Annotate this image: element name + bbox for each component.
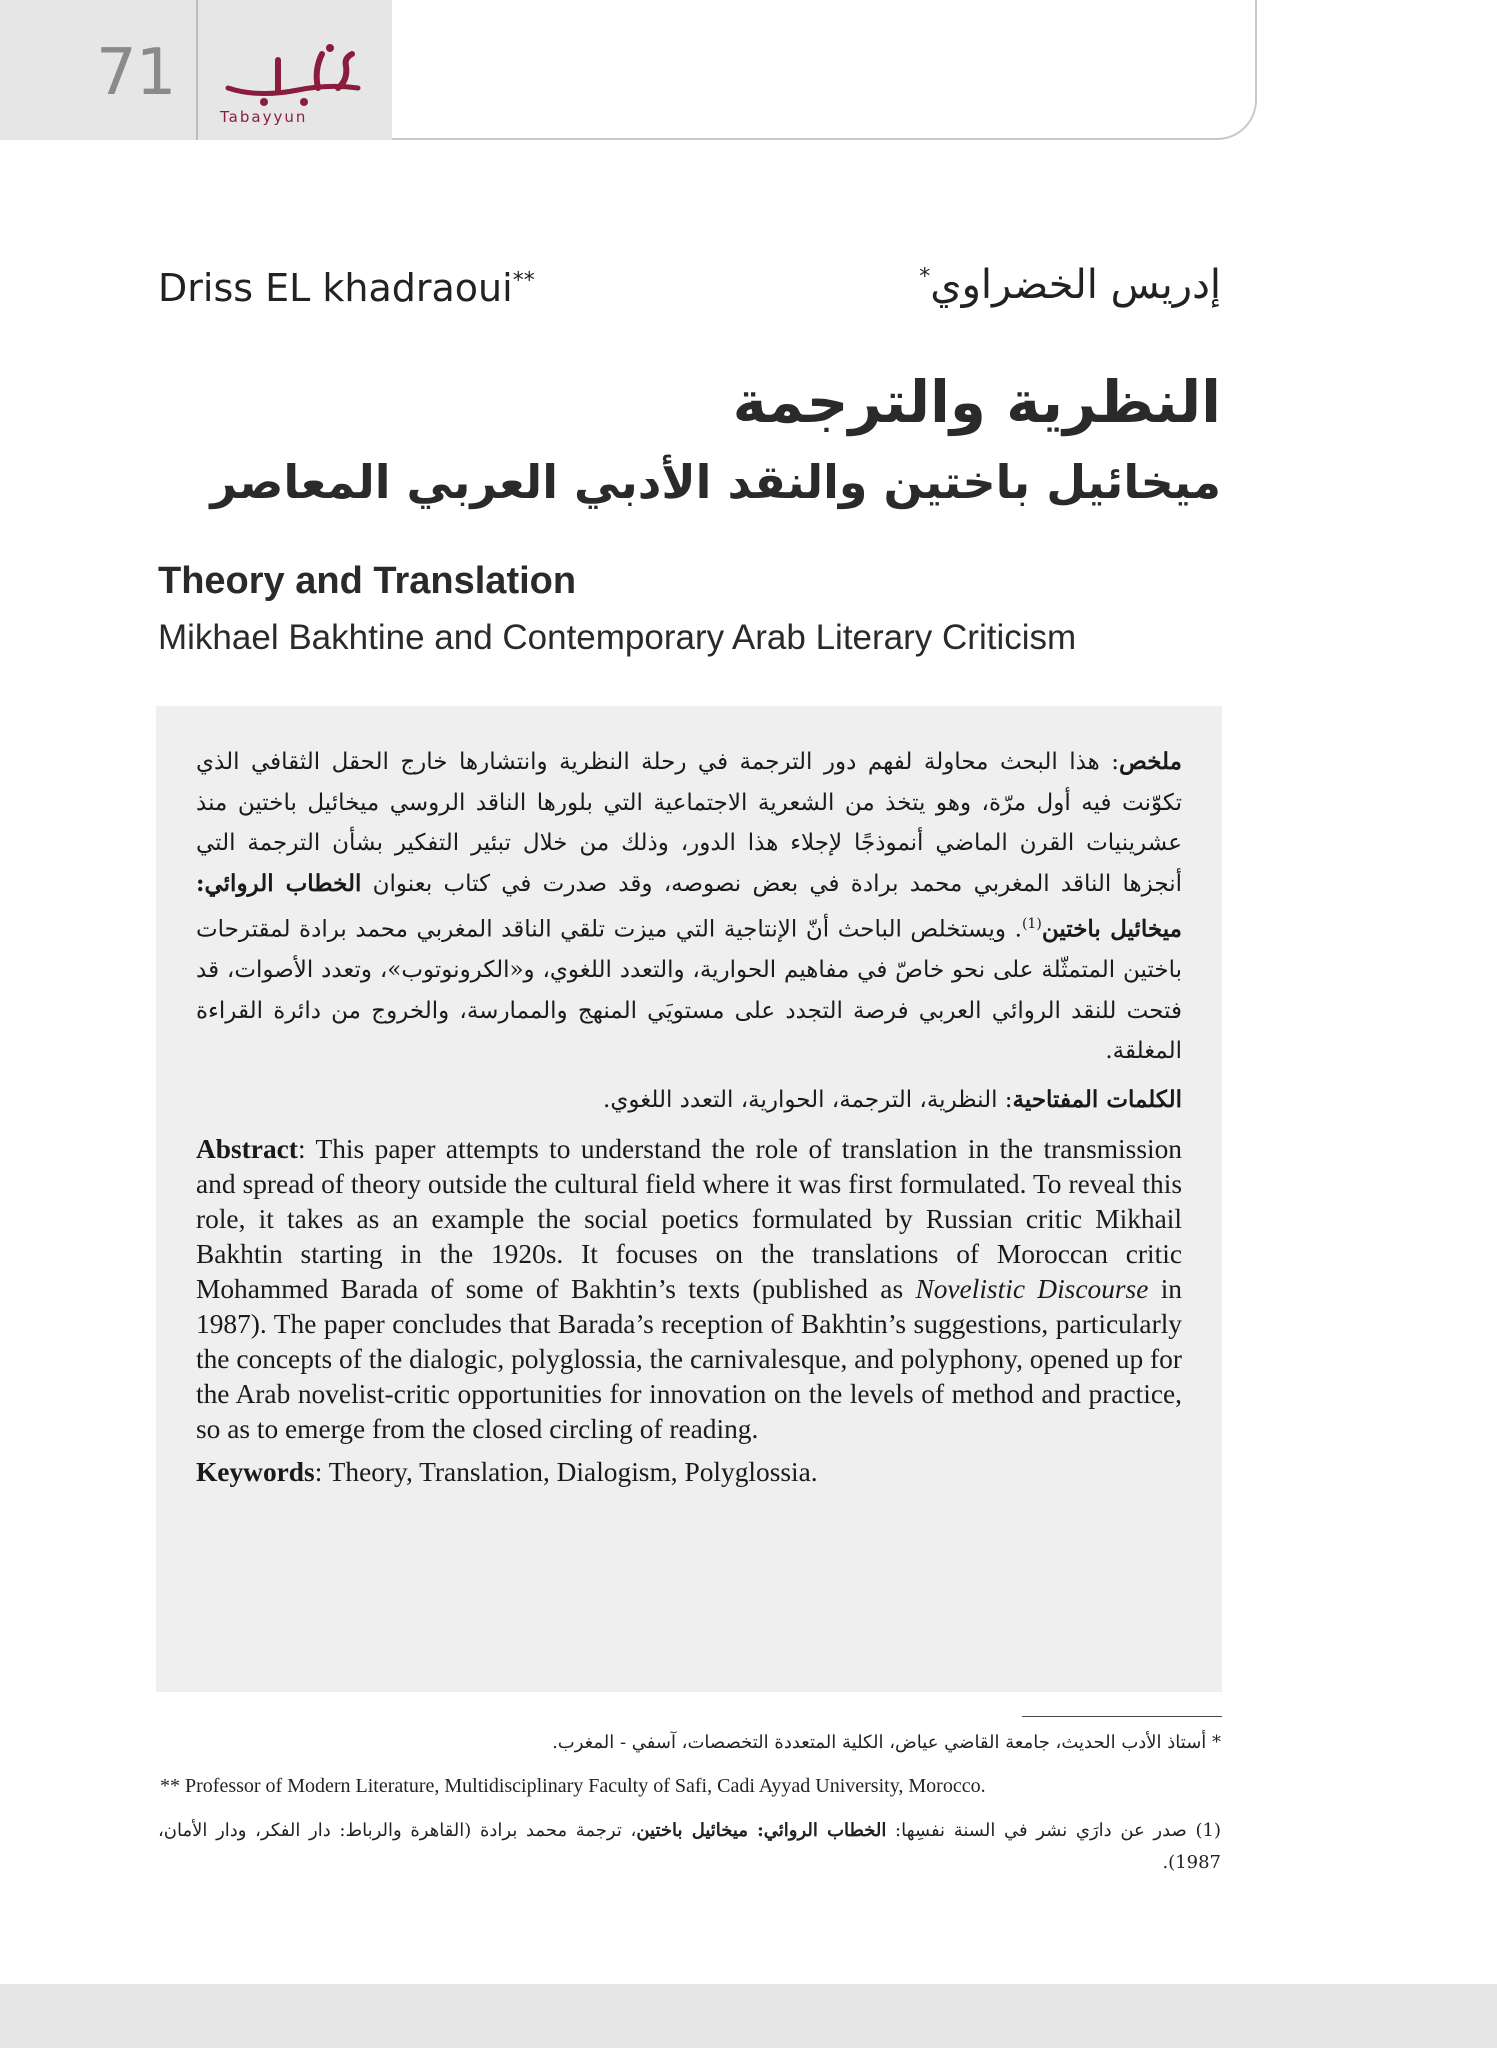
header-frame (392, 0, 1257, 140)
english-abstract-book-title: Novelistic Discourse (915, 1273, 1149, 1304)
footnote-1-suffix: ، ترجمة محمد برادة (القاهرة والرباط: دار الفكر، ودار الأمان، 1987). (158, 1820, 1221, 1873)
arabic-title: النظرية والترجمة (732, 368, 1221, 436)
english-abstract-text-1: : This paper attempts to understand the role of translation in the transmission and spread of theory outside the cultural field where it was first formulated. To reveal this role, it takes as an example the social poetics formulated by Russian critic Mikhail Bakhtin starting in the 1920s. It focuses on the translations of Moroccan critic Mohammed Barada of some of Bakhtin’s texts (published as (196, 1133, 1182, 1304)
author-english-mark: ** (512, 268, 535, 294)
bottom-band (0, 1984, 1497, 2048)
arabic-abstract-book-title: الخطاب الروائي: ميخائيل باختين (196, 869, 1182, 943)
arabic-abstract-text-1: : هذا البحث محاولة لفهم دور الترجمة في رحلة النظرية وانتشارها خارج الحقل الثقافي الذي تكوّنت فيه أول مرّة، وهو يتخذ من الشعرية الاجتماعية التي بلورها الناقد الروسي ميخائيل باختين منذ عشرينيات القرن الماضي أنموذجًا لإجلاء هذا الدور، وذلك من خلال تبئير التفكير بشأن الترجمة التي أنجزها الناقد المغربي محمد برادة في بعض نصوصه، وقد صدرت في كتاب بعنوان (196, 749, 1182, 897)
abstract-box (156, 706, 1222, 1692)
header-divider (196, 0, 198, 140)
logo-text: Tabayyun (220, 108, 308, 126)
footnote-rule (1022, 1716, 1222, 1717)
english-keywords-label: Keywords (196, 1456, 315, 1487)
english-keywords (196, 1455, 1182, 1490)
arabic-abstract (196, 742, 1182, 1072)
author-english (158, 266, 535, 310)
footnote-english-affiliation: ** Professor of Modern Literature, Multidisciplinary Faculty of Safi, Cadi Ayyad University, Morocco. (160, 1775, 986, 1797)
author-arabic (919, 262, 1221, 308)
english-abstract (196, 1132, 1182, 1447)
arabic-abstract-label: ملخص (1119, 748, 1182, 775)
english-subtitle: Mikhael Bakhtine and Contemporary Arab Literary Criticism (158, 618, 1077, 657)
author-arabic-mark: * (919, 264, 931, 290)
footnote-arabic-affiliation: * أستاذ الأدب الحديث، جامعة القاضي عياض، الكلية المتعددة التخصصات، آسفي - المغرب. (552, 1732, 1221, 1753)
page-number: 71 (96, 36, 176, 110)
footnote-1 (158, 1815, 1221, 1879)
arabic-keywords-label: الكلمات المفتاحية (1012, 1085, 1182, 1113)
arabic-abstract-note-ref[interactable]: (1) (1021, 916, 1042, 932)
arabic-abstract-text-2: . ويستخلص الباحث أنّ الإنتاجية التي ميزت تلقي الناقد المغربي محمد برادة لمقترحات باختين المتمثّلة على نحو خاصّ في مفاهيم الحوارية، والتعدد اللغوي، و«الكرونوتوب»، وتعدد الأصوات، قد فتحت للنقد الروائي العربي فرصة التجدد على مستويَي المنهج والممارسة، والخروج من دائرة القراءة المغلقة. (196, 916, 1182, 1065)
english-abstract-text-2: in 1987). The paper concludes that Barada’s reception of Bakhtin’s suggestions, particularly the concepts of the dialogic, polyglossia, the carnivalesque, and polyphony, opened up for the Arab novelist-critic opportunities for innovation on the levels of method and practice, so as to emerge from the closed circling of reading. (196, 1273, 1182, 1444)
footnote-1-prefix: (1) صدر عن دارَي نشر في السنة نفسِها: (886, 1820, 1221, 1841)
english-keywords-list: : Theory, Translation, Dialogism, Polyglossia. (314, 1456, 818, 1487)
english-title: Theory and Translation (158, 560, 577, 602)
author-english-name: Driss EL khadraoui (158, 266, 513, 310)
arabic-keywords (196, 1080, 1182, 1120)
author-arabic-name: إدريس الخضراوي (930, 262, 1221, 308)
footnote-1-title: الخطاب الروائي: ميخائيل باختين (636, 1820, 887, 1841)
journal-logo (218, 40, 378, 130)
arabic-subtitle: ميخائيل باختين والنقد الأدبي العربي المعاصر (210, 455, 1221, 509)
arabic-keywords-list: : النظرية، الترجمة، الحوارية، التعدد اللغوي. (603, 1086, 1013, 1113)
english-abstract-label: Abstract (196, 1133, 298, 1164)
logo-script-icon (218, 40, 378, 110)
